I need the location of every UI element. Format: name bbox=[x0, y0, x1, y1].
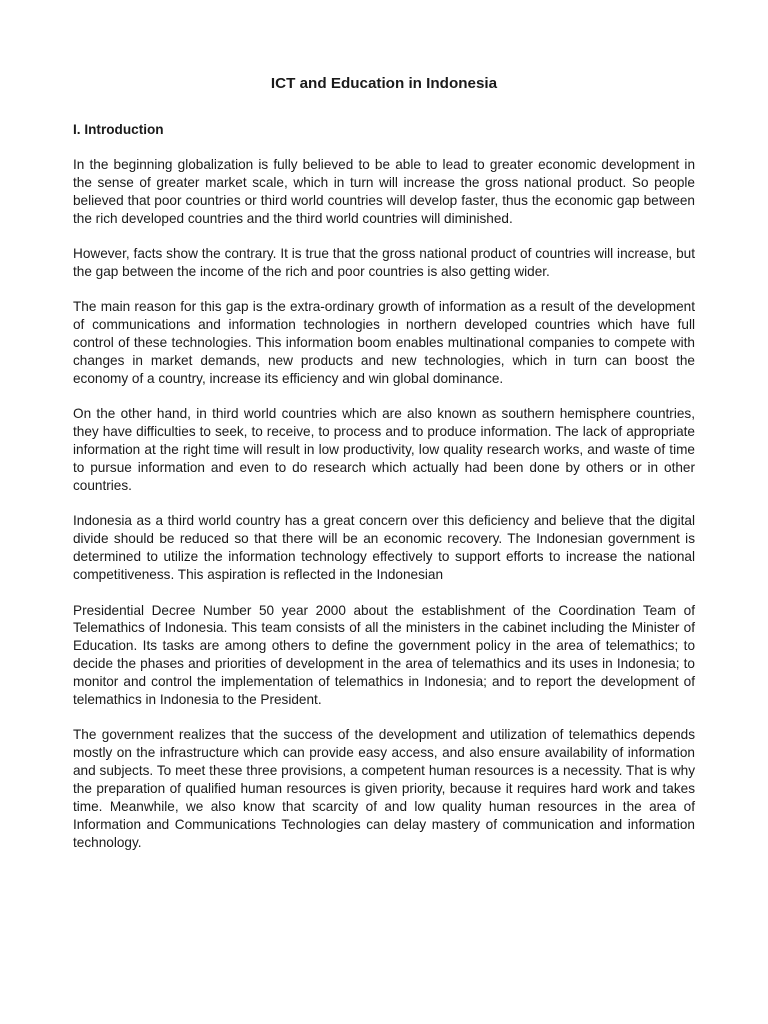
document-page bbox=[73, 74, 695, 869]
paragraph-globalization: In the beginning globalization is fully believed to be able to lead to greater economic development in the sense of greater market scale, which in turn will increase the gross national product. So people believed that poor countries or third world countries will develop faster, thus the economic gap between the rich developed countries and the third world countries will diminished. bbox=[73, 156, 695, 226]
paragraph-indonesia-concern: Indonesia as a third world country has a great concern over this deficiency and believe that the digital divide should be reduced so that there will be an economic recovery. The Indonesian government is determined to utilize the information technology effectively to support efforts to increase the national competitiveness. This aspiration is reflected in the Indonesian bbox=[73, 513, 695, 583]
paragraph-contrary-facts: However, facts show the contrary. It is true that the gross national product of countries will increase, but the gap between the income of the rich and poor countries is also getting wider. bbox=[73, 246, 695, 279]
paragraph-presidential-decree: Presidential Decree Number 50 year 2000 about the establishment of the Coordination Team of Telemathics of Indonesia. This team consists of all the ministers in the cabinet including the Minister of Education. Its tasks are among others to define the government policy in the area of telemathics; to decide the phases and priorities of development in the area of telemathics and its uses in Indonesia; to monitor and control the implementation of telemathics in Indonesia; and to report the development of telemathics in Indonesia to the President. bbox=[73, 602, 695, 708]
section-heading-introduction: I. Introduction bbox=[73, 122, 164, 137]
paragraph-government-realizes: The government realizes that the success of the development and utilization of telemathics depends mostly on the infrastructure which can provide easy access, and also ensure availability of information and subjects. To meet these three provisions, a competent human resources is a necessity. That is why the preparation of qualified human resources is given priority, because it requires hard work and takes time. Meanwhile, we also know that scarcity of and low quality human resources in the area of Information and Communications Technologies can delay mastery of communication and information technology. bbox=[73, 727, 695, 850]
document-title: ICT and Education in Indonesia bbox=[270, 75, 498, 92]
paragraph-gap-reason: The main reason for this gap is the extra-ordinary growth of information as a result of the development of communications and information technologies in northern developed countries which have full control of these technologies. This information boom enables multinational companies to compete with changes in market demands, new products and new technologies, which in turn can boost the economy of a country, increase its efficiency and win global dominance. bbox=[73, 299, 695, 386]
paragraph-third-world: On the other hand, in third world countries which are also known as southern hemisphere countries, they have difficulties to seek, to receive, to process and to produce information. The lack of appropriate information at the right time will result in low productivity, low quality research works, and waste of time to pursue information and even to do research which actually had been done by others or in other countries. bbox=[73, 406, 695, 493]
